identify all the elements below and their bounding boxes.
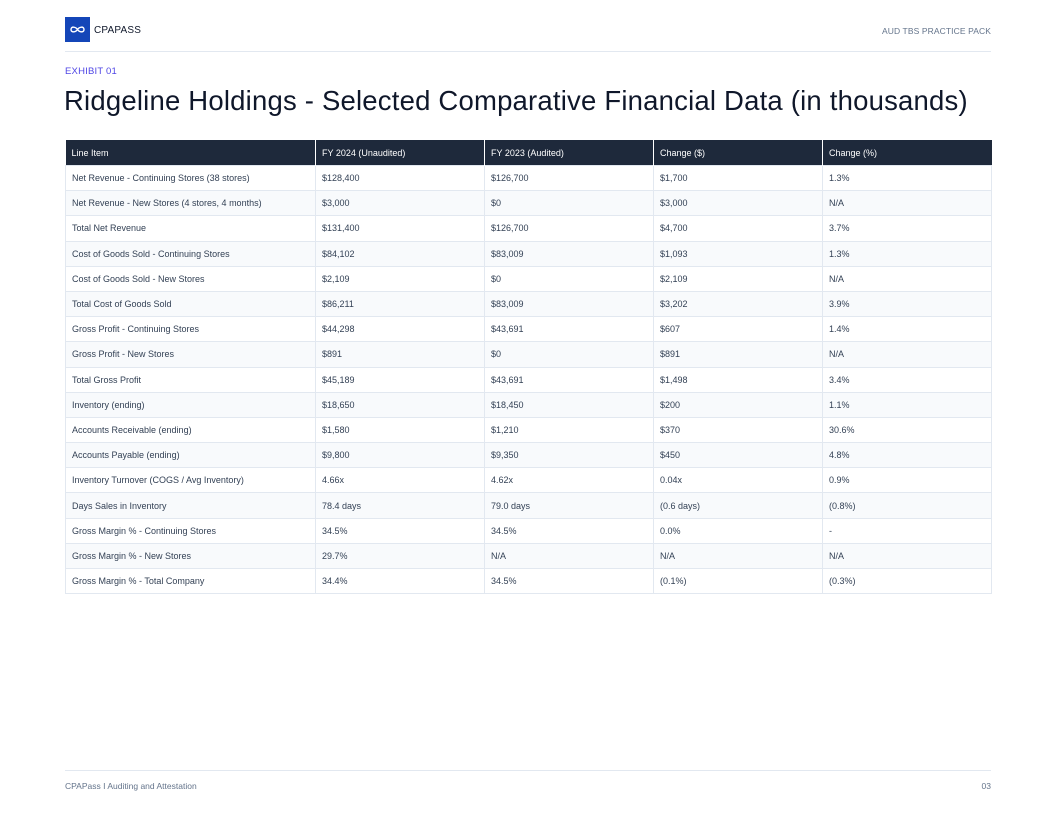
cell-fy2023: 4.62x — [485, 468, 654, 493]
table-row — [66, 417, 992, 442]
cell-line-item: Net Revenue - Continuing Stores (38 stores) — [66, 166, 316, 191]
cell-change-dollar: $4,700 — [654, 216, 823, 241]
cell-fy2024: 34.4% — [316, 569, 485, 594]
cell-fy2024: $84,102 — [316, 241, 485, 266]
cell-change-percent: - — [823, 518, 992, 543]
table-row — [66, 392, 992, 417]
cell-line-item: Total Net Revenue — [66, 216, 316, 241]
table-row — [66, 569, 992, 594]
cell-line-item: Gross Margin % - Continuing Stores — [66, 518, 316, 543]
table-row — [66, 493, 992, 518]
financial-data-table — [65, 140, 992, 594]
page-title: Ridgeline Holdings - Selected Comparative Financial Data (in thousands) — [64, 85, 968, 116]
cell-change-dollar: $3,202 — [654, 291, 823, 316]
cell-fy2023: 79.0 days — [485, 493, 654, 518]
cell-fy2024: $18,650 — [316, 392, 485, 417]
cell-change-dollar: $3,000 — [654, 191, 823, 216]
cell-fy2024: $44,298 — [316, 317, 485, 342]
cell-fy2023: $43,691 — [485, 317, 654, 342]
cell-change-percent: 3.9% — [823, 291, 992, 316]
cell-line-item: Accounts Receivable (ending) — [66, 417, 316, 442]
cell-fy2023: $126,700 — [485, 216, 654, 241]
column-header-fy2024: FY 2024 (Unaudited) — [316, 140, 485, 166]
cell-fy2023: 34.5% — [485, 518, 654, 543]
cell-fy2023: $0 — [485, 191, 654, 216]
cell-change-percent: (0.8%) — [823, 493, 992, 518]
cell-fy2024: $45,189 — [316, 367, 485, 392]
table-row — [66, 241, 992, 266]
cell-line-item: Total Cost of Goods Sold — [66, 291, 316, 316]
cell-change-dollar: $1,700 — [654, 166, 823, 191]
brand-name: CPAPASS — [94, 25, 142, 36]
cell-line-item: Total Gross Profit — [66, 367, 316, 392]
cell-fy2023: 34.5% — [485, 569, 654, 594]
cell-line-item: Inventory (ending) — [66, 392, 316, 417]
cell-fy2024: $2,109 — [316, 266, 485, 291]
cell-fy2024: 34.5% — [316, 518, 485, 543]
column-header-change-percent: Change (%) — [823, 140, 992, 166]
table-row — [66, 166, 992, 191]
page-header — [65, 17, 991, 52]
cell-change-percent: N/A — [823, 266, 992, 291]
cell-line-item: Inventory Turnover (COGS / Avg Inventory) — [66, 468, 316, 493]
cell-change-dollar: N/A — [654, 543, 823, 568]
cell-fy2024: 29.7% — [316, 543, 485, 568]
cell-change-dollar: $1,093 — [654, 241, 823, 266]
cell-change-dollar: $2,109 — [654, 266, 823, 291]
cell-fy2024: $3,000 — [316, 191, 485, 216]
table-header-row — [66, 140, 992, 166]
table-row — [66, 443, 992, 468]
column-header-change-dollar: Change ($) — [654, 140, 823, 166]
cell-change-percent: 4.8% — [823, 443, 992, 468]
cell-change-dollar: $607 — [654, 317, 823, 342]
table-row — [66, 543, 992, 568]
cell-change-dollar: 0.04x — [654, 468, 823, 493]
cell-change-percent: (0.3%) — [823, 569, 992, 594]
cell-change-percent: N/A — [823, 543, 992, 568]
cell-line-item: Cost of Goods Sold - New Stores — [66, 266, 316, 291]
cell-change-percent: 30.6% — [823, 417, 992, 442]
cell-change-percent: 1.1% — [823, 392, 992, 417]
table-row — [66, 342, 992, 367]
cell-line-item: Gross Margin % - New Stores — [66, 543, 316, 568]
cell-line-item: Gross Profit - New Stores — [66, 342, 316, 367]
cell-fy2023: $126,700 — [485, 166, 654, 191]
cell-change-percent: 1.3% — [823, 241, 992, 266]
footer-course-label: CPAPass I Auditing and Attestation — [65, 781, 197, 791]
cell-change-percent: 0.9% — [823, 468, 992, 493]
table-row — [66, 266, 992, 291]
page-footer — [65, 770, 991, 801]
cell-line-item: Gross Margin % - Total Company — [66, 569, 316, 594]
cell-fy2023: $9,350 — [485, 443, 654, 468]
cell-fy2024: $9,800 — [316, 443, 485, 468]
cell-fy2024: $1,580 — [316, 417, 485, 442]
cell-line-item: Accounts Payable (ending) — [66, 443, 316, 468]
exhibit-label: EXHIBIT 01 — [65, 66, 117, 77]
cell-line-item: Gross Profit - Continuing Stores — [66, 317, 316, 342]
cell-change-percent: N/A — [823, 342, 992, 367]
table-row — [66, 291, 992, 316]
cell-line-item: Days Sales in Inventory — [66, 493, 316, 518]
cell-change-dollar: $450 — [654, 443, 823, 468]
cell-change-dollar: (0.6 days) — [654, 493, 823, 518]
cell-line-item: Net Revenue - New Stores (4 stores, 4 months) — [66, 191, 316, 216]
table-row — [66, 468, 992, 493]
cell-fy2024: $891 — [316, 342, 485, 367]
cell-fy2024: $86,211 — [316, 291, 485, 316]
cell-change-dollar: $891 — [654, 342, 823, 367]
table-row — [66, 367, 992, 392]
table-row — [66, 216, 992, 241]
cell-change-dollar: $370 — [654, 417, 823, 442]
cell-fy2023: $0 — [485, 266, 654, 291]
cell-change-dollar: 0.0% — [654, 518, 823, 543]
column-header-fy2023: FY 2023 (Audited) — [485, 140, 654, 166]
cell-change-percent: 3.7% — [823, 216, 992, 241]
cell-fy2023: $1,210 — [485, 417, 654, 442]
cell-fy2023: $83,009 — [485, 241, 654, 266]
pack-label: AUD TBS PRACTICE PACK — [881, 26, 991, 36]
cell-fy2023: $43,691 — [485, 367, 654, 392]
cell-change-dollar: (0.1%) — [654, 569, 823, 594]
table-row — [66, 191, 992, 216]
cell-fy2024: $131,400 — [316, 216, 485, 241]
page-number: 03 — [981, 781, 991, 791]
cell-change-percent: N/A — [823, 191, 992, 216]
cell-fy2024: $128,400 — [316, 166, 485, 191]
table-body — [66, 166, 992, 594]
cell-line-item: Cost of Goods Sold - Continuing Stores — [66, 241, 316, 266]
cell-change-dollar: $1,498 — [654, 367, 823, 392]
cell-change-percent: 1.3% — [823, 166, 992, 191]
cell-change-percent: 3.4% — [823, 367, 992, 392]
table-row — [66, 317, 992, 342]
cell-fy2023: $83,009 — [485, 291, 654, 316]
cell-change-dollar: $200 — [654, 392, 823, 417]
cell-fy2024: 78.4 days — [316, 493, 485, 518]
cell-fy2023: $0 — [485, 342, 654, 367]
column-header-line-item: Line Item — [66, 140, 316, 166]
table-row — [66, 518, 992, 543]
logo — [65, 17, 90, 42]
infinity-icon — [69, 25, 86, 34]
cell-change-percent: 1.4% — [823, 317, 992, 342]
cell-fy2023: N/A — [485, 543, 654, 568]
cell-fy2024: 4.66x — [316, 468, 485, 493]
cell-fy2023: $18,450 — [485, 392, 654, 417]
